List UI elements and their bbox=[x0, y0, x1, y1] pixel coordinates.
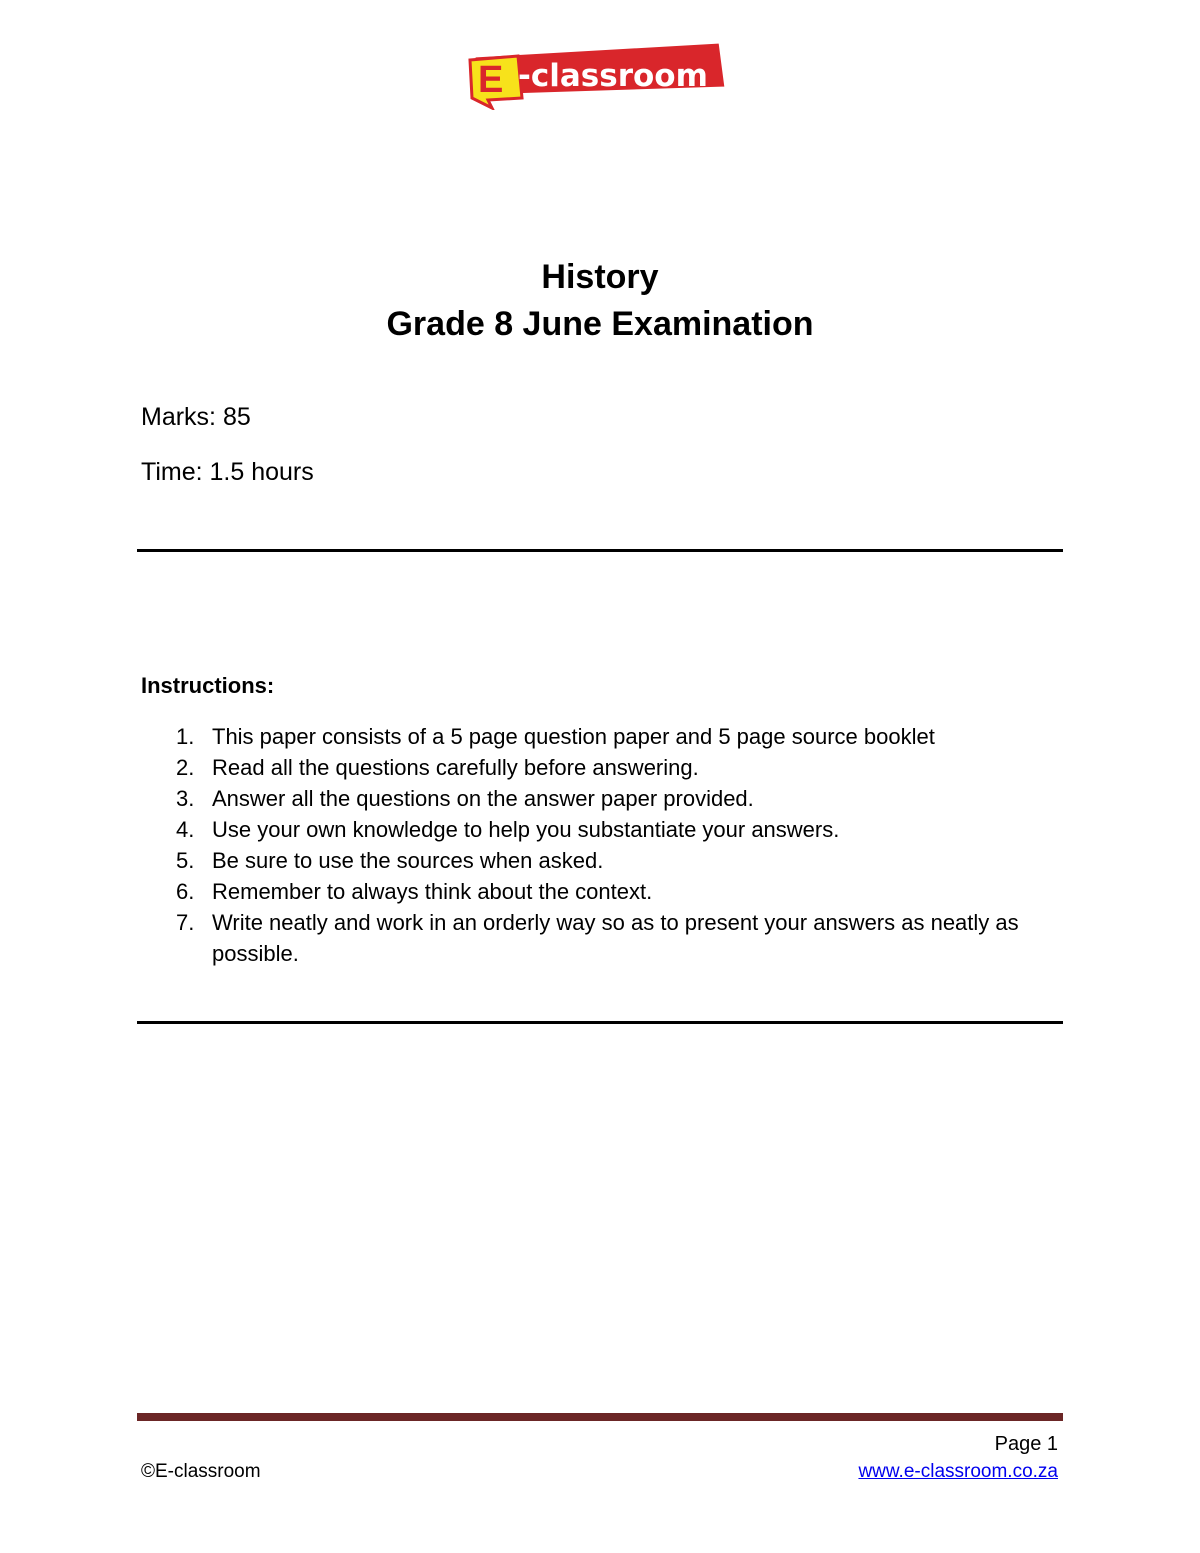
instruction-text: Be sure to use the sources when asked. bbox=[212, 848, 604, 873]
instruction-text: Remember to always think about the context. bbox=[212, 879, 653, 904]
instruction-text: Write neatly and work in an orderly way so as to present your answers as neatly as possible. bbox=[212, 910, 1019, 966]
instruction-item bbox=[172, 907, 1062, 969]
instruction-number: 6. bbox=[176, 879, 195, 904]
exam-title: Grade 8 June Examination bbox=[386, 305, 814, 343]
instruction-number: 2. bbox=[176, 755, 195, 780]
instruction-item bbox=[172, 845, 1062, 876]
time-label: Time: 1.5 hours bbox=[141, 458, 314, 486]
instruction-number: 5. bbox=[176, 848, 195, 873]
page-number: Page 1 bbox=[994, 1433, 1058, 1455]
marks-label: Marks: 85 bbox=[141, 403, 251, 431]
instruction-text: Use your own knowledge to help you substantiate your answers. bbox=[212, 817, 840, 842]
instruction-number: 3. bbox=[176, 786, 195, 811]
subject-title: History bbox=[541, 258, 659, 296]
instruction-number: 1. bbox=[176, 724, 195, 749]
instruction-text: Answer all the questions on the answer paper provided. bbox=[212, 786, 754, 811]
divider-bottom bbox=[137, 1021, 1063, 1024]
logo-wordmark: -classroom bbox=[518, 58, 708, 94]
e-classroom-logo bbox=[468, 38, 732, 110]
instruction-text: This paper consists of a 5 page question paper and 5 page source booklet bbox=[212, 724, 935, 749]
instruction-item bbox=[172, 876, 1062, 907]
copyright-text: ©E-classroom bbox=[141, 1461, 261, 1482]
divider-top bbox=[137, 549, 1063, 552]
instruction-item bbox=[172, 783, 1062, 814]
instruction-item bbox=[172, 721, 1062, 752]
logo-graphic bbox=[468, 38, 732, 110]
instructions-list bbox=[172, 721, 1062, 969]
instruction-item bbox=[172, 752, 1062, 783]
instructions-heading: Instructions: bbox=[141, 673, 275, 698]
logo-letter-e: E bbox=[478, 59, 504, 101]
instruction-number: 7. bbox=[176, 910, 195, 935]
instruction-number: 4. bbox=[176, 817, 195, 842]
instruction-item bbox=[172, 814, 1062, 845]
website-link[interactable]: www.e-classroom.co.za bbox=[858, 1461, 1058, 1482]
instruction-text: Read all the questions carefully before answering. bbox=[212, 755, 699, 780]
footer-rule bbox=[137, 1413, 1063, 1421]
